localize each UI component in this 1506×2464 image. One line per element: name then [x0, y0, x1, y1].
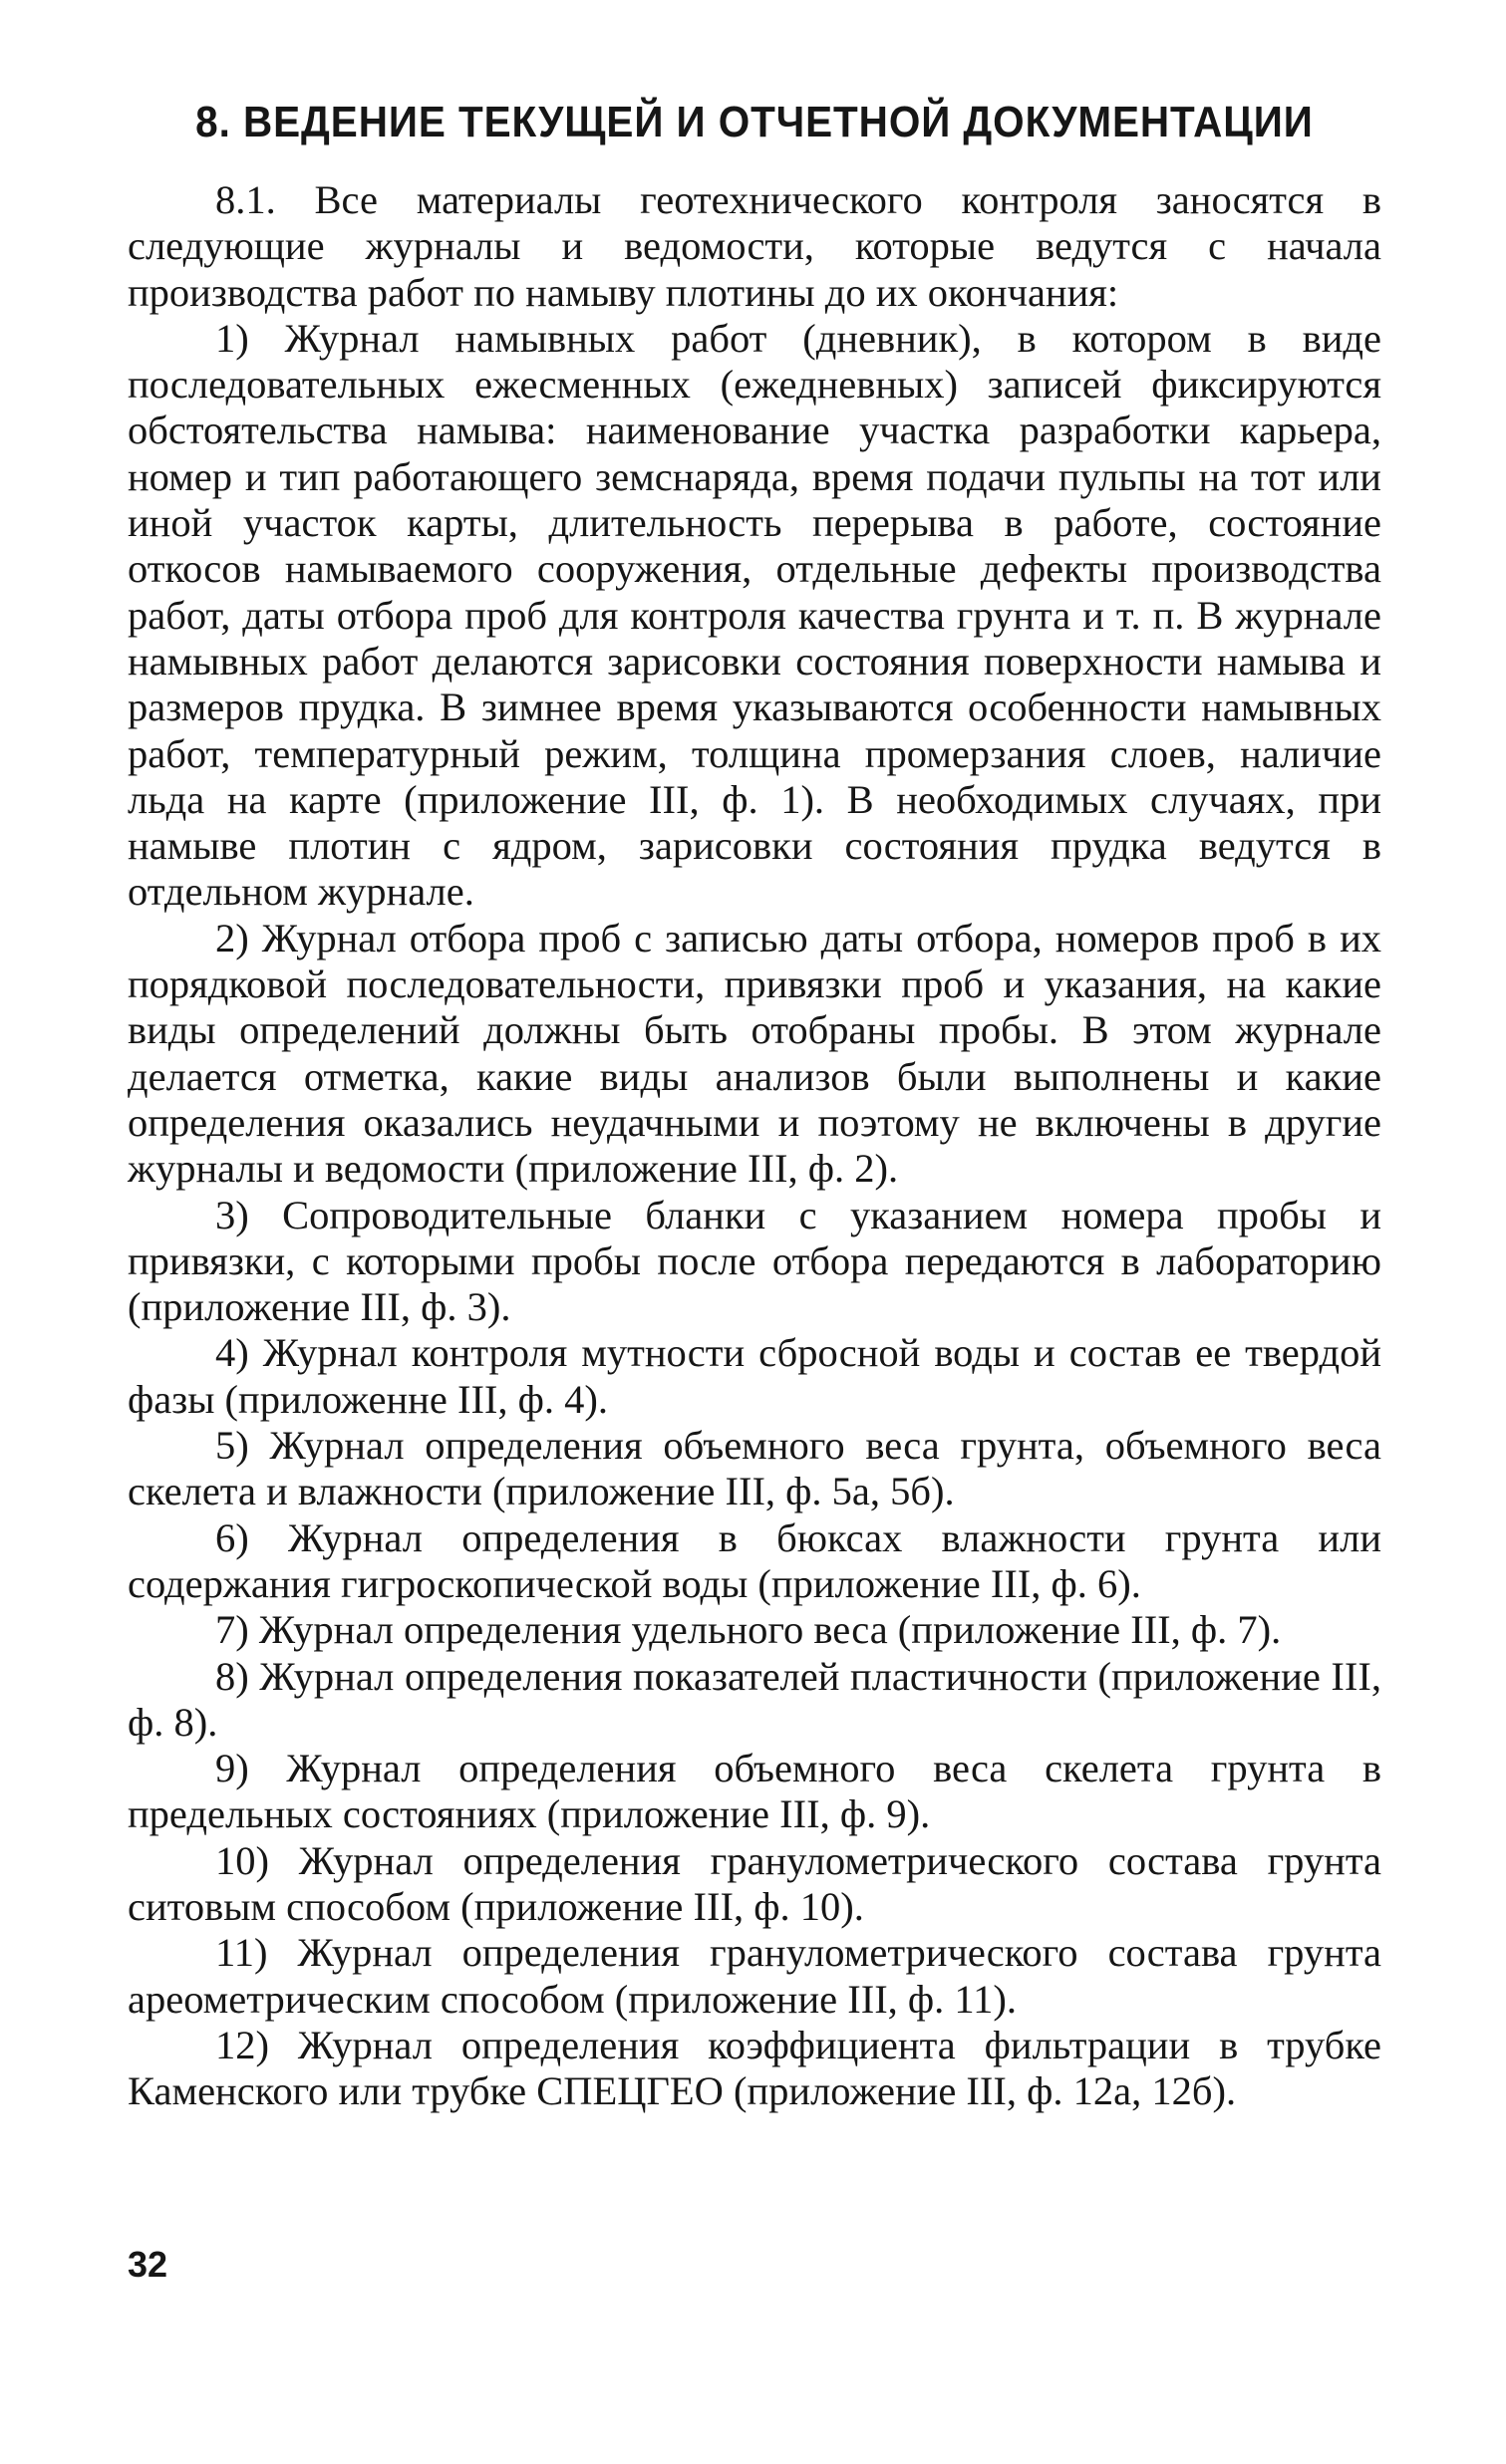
- list-item-12: 12) Журнал определения коэффициента фильтрации в трубке Каменского или трубке СПЕЦГЕО (приложение III, ф. 12а, 12б).: [128, 2022, 1381, 2114]
- list-item-10: 10) Журнал определения гранулометрического состава грунта ситовым способом (приложение III, ф. 10).: [128, 1837, 1381, 1929]
- list-item-4: 4) Журнал контроля мутности сбросной воды и состав ее твердой фазы (приложенне III, ф. 4).: [128, 1330, 1381, 1422]
- list-item-3: 3) Сопроводительные бланки с указанием номера пробы и привязки, с которыми пробы после отбора передаются в лабораторию (приложение III, ф. 3).: [128, 1192, 1381, 1330]
- list-item-8: 8) Журнал определения показателей пластичности (приложение III, ф. 8).: [128, 1653, 1381, 1745]
- list-item-9: 9) Журнал определения объемного веса скелета грунта в предельных состояниях (приложение III, ф. 9).: [128, 1746, 1381, 1837]
- page-number: 32: [128, 2244, 168, 2285]
- list-item-2: 2) Журнал отбора проб с записью даты отбора, номеров проб в их порядковой последовательности, привязки проб и указания, на какие виды определений должны быть отобраны пробы. В этом журнале делается отметка, какие виды анализов были выполнены и какие определения оказались неудачными и поэтому не включены в другие журналы и ведомости (приложение III, ф. 2).: [128, 915, 1381, 1192]
- section-heading: 8. ВЕДЕНИЕ ТЕКУЩЕЙ И ОТЧЕТНОЙ ДОКУМЕНТАЦИИ: [195, 98, 1314, 146]
- list-item-6: 6) Журнал определения в бюксах влажности грунта или содержания гигроскопической воды (приложение III, ф. 6).: [128, 1514, 1381, 1606]
- list-item-1: 1) Журнал намывных работ (дневник), в котором в виде последовательных ежесменных (ежедневных) записей фиксируются обстоятельства намыва: наименование участка разработки карьера, номер и тип работающего земснаряда, время подачи пульпы на тот или иной участок карты, длительность перерыва в работе, состояние откосов намываемого сооружения, отдельные дефекты производства работ, даты отбора проб для контроля качества грунта и т. п. В журнале намывных работ делаются зарисовки состояния поверхности намыва и размеров прудка. В зимнее время указываются особенности намывных работ, температурный режим, толщина промерзания слоев, наличие льда на карте (приложение III, ф. 1). В необходимых случаях, при намыве плотин с ядром, зарисовки состояния прудка ведутся в отдельном журнале.: [128, 315, 1381, 915]
- body-text: [128, 177, 1381, 2114]
- list-item-7: 7) Журнал определения удельного веса (приложение III, ф. 7).: [215, 1607, 1282, 1653]
- page-content: [128, 98, 1381, 2114]
- list-item-5: 5) Журнал определения объемного веса грунта, объемного веса скелета и влажности (приложение III, ф. 5а, 5б).: [128, 1423, 1381, 1514]
- list-item-11: 11) Журнал определения гранулометрического состава грунта ареометрическим способом (приложение III, ф. 11).: [128, 1930, 1381, 2022]
- paragraph-intro: 8.1. Все материалы геотехнического контроля заносятся в следующие журналы и ведомости, которые ведутся с начала производства работ по намыву плотины до их окончания:: [128, 177, 1381, 315]
